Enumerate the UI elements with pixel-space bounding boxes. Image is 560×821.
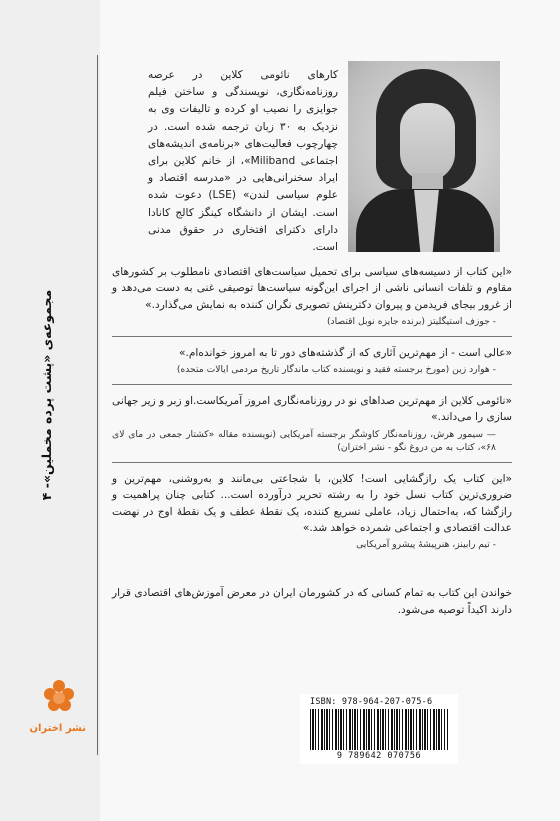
isbn-barcode bbox=[300, 694, 458, 764]
author-photo bbox=[348, 61, 500, 252]
quotes-section bbox=[112, 264, 512, 556]
series-title: مجموعه‌ی «پشت پرده مخملین»- ۴ bbox=[39, 289, 54, 501]
isbn-label: ISBN: 978-964-207-075-6 bbox=[310, 697, 433, 707]
quote-block bbox=[112, 471, 512, 552]
quote-divider bbox=[112, 336, 512, 337]
publisher-name: نشر اختران bbox=[29, 723, 86, 734]
barcode-number: 9 789642 070756 bbox=[336, 751, 422, 761]
quote-text: «این کتاب یک رازگشایی است! کلاین، با شجاعتی بی‌مانند و به‌روشنی، مهم‌ترین و ضروری‌ترین کتاب نسل خود را به رشته تحریر درآورده است... کتابی چنان پراهمیت و رازگشا که، به‌احتمال زیاد، عاملی تسریع کننده، یک نقطهٔ عطف و یک نقطهٔ اوج در نهضت عدالت اقتصادی و اجتماعی شمرده خواهد شد.» bbox=[112, 472, 512, 535]
publisher-logo bbox=[29, 680, 86, 744]
quote-text: «نائومی کلاین از مهم‌ترین صداهای نو در روزنامه‌نگاری امروز آمریکاست.او زبر و زیر جهانی سازی را می‌داند.» bbox=[112, 394, 512, 424]
closing-recommendation: خواندن این کتاب به تمام کسانی که در کشورمان ایران در معرض آموزش‌های اقتصادی قرار دارند اکیداً توصیه می‌شود. bbox=[112, 587, 512, 616]
quote-text: «این کتاب از دسیسه‌های سیاسی برای تحمیل سیاست‌های اقتصادی نامطلوب بر کشورهای مقاوم و تلفات انسانی ناشی از اجرای این‌گونه سیاست‌ها توصیفی غنی به دست می‌دهد و از غرور بیجای فریدمن و پیروان دکترینش تصویری نگران کننده به نمایش می‌گذارد.» bbox=[112, 266, 512, 311]
quote-block bbox=[112, 264, 512, 329]
author-bio: کارهای نائومی کلاین در عرصه روزنامه‌نگاری، نویسندگی و ساختن فیلم جوایزی را نصیب او کرده و تالیفات وی به نزدیک به ۳۰ زبان ترجمه شده است. در چهارچوب فعالیت‌های «برنامه‌ی اندیشه‌های اجتماعی Miliband»، از خانم کلاین برای ایراد سخنرانی‌هایی در «مدرسه اقتصاد و علوم سیاسی لندن» (LSE) دعوت شده است. ایشان از دانشگاه کینگز کالج کانادا دارای دکترای افتخاری در حقوق مدنی است. bbox=[148, 69, 338, 254]
quote-divider bbox=[112, 462, 512, 463]
quote-divider bbox=[112, 384, 512, 385]
quote-source: - هوارد زین (مورخ برجسته فقید و نویسنده کتاب ماندگار تاریخ مردمی ایالات متحده) bbox=[176, 364, 496, 376]
quote-source: - تیم رابینز، هنرپیشهٔ پیشرو آمریکایی bbox=[356, 539, 496, 551]
author-face bbox=[400, 103, 455, 181]
barcode-icon bbox=[310, 709, 448, 750]
publisher-flower-icon bbox=[42, 680, 76, 720]
quote-text: «عالی است - از مهم‌ترین آثاری که از گذشته‌های دور تا به امروز خوانده‌ام.» bbox=[179, 346, 512, 359]
vertical-rule bbox=[97, 55, 98, 755]
quote-source: - جوزف استیگلیتز (برنده جایزه نوبل اقتصاد) bbox=[326, 316, 496, 328]
quote-block bbox=[112, 345, 512, 377]
quote-source: — سیمور هرش، روزنامه‌نگار کاوشگر برجسته آمریکایی (نویسنده مقاله «کشتار جمعی در مای لای ۶۸»، کتاب به من دروغ نگو - نشر اختران) bbox=[112, 428, 496, 454]
quote-block bbox=[112, 393, 512, 455]
